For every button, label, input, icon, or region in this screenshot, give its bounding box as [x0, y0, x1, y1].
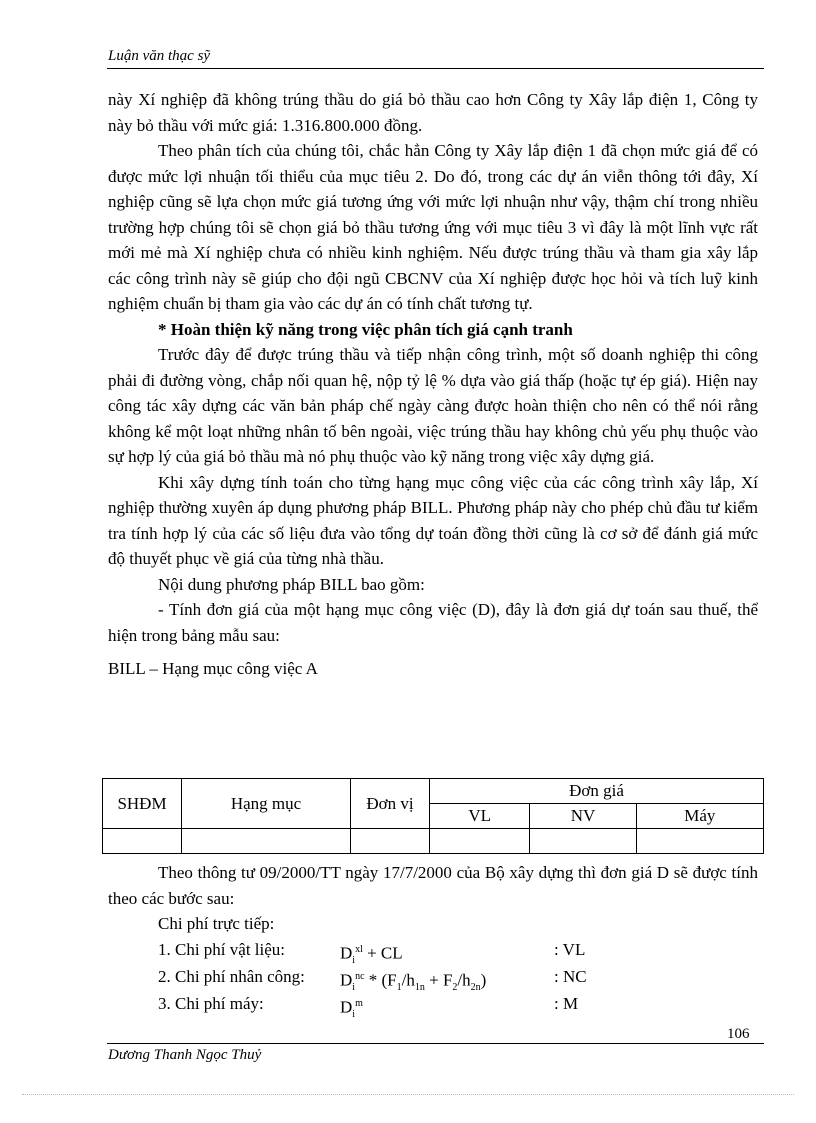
running-footer: Dương Thanh Ngọc Thuỷ [108, 1047, 262, 1063]
cost-item-label: 1. Chi phí vật liệu: [158, 939, 286, 959]
formula-part: 1n [414, 981, 425, 993]
subheader-vl: VL [430, 804, 530, 829]
formula-part: nc [355, 970, 365, 982]
table-cell [530, 829, 636, 854]
table-cell [430, 829, 530, 854]
formula-part: D [340, 997, 353, 1017]
bill-table [102, 778, 764, 854]
paragraph-5: Nội dung phương pháp BILL bao gồm: [158, 574, 425, 594]
formula-part: i [352, 954, 356, 966]
cost-item-3 [108, 991, 758, 1018]
cost-item-label: 3. Chi phí máy: [158, 993, 264, 1013]
formula-part: /h [457, 970, 471, 990]
after-table-text [108, 860, 758, 1018]
header-rule [107, 68, 764, 69]
formula-part: + F [424, 970, 453, 990]
table-cell [182, 829, 351, 854]
header-don-gia: Đơn giá [430, 779, 764, 804]
page-number: 106 [727, 1026, 750, 1042]
footer-rule [107, 1043, 764, 1044]
header-shdm: SHĐM [103, 779, 182, 829]
formula-part: 1 [396, 981, 402, 993]
formula-part: 2 [452, 981, 458, 993]
formula-part: m [355, 997, 363, 1009]
table-cell [636, 829, 763, 854]
cost-item-code: : NC [554, 966, 587, 986]
formula-part: /h [401, 970, 415, 990]
header-hang-muc: Hạng mục [182, 779, 351, 829]
running-header: Luận văn thạc sỹ [108, 48, 211, 64]
paragraph-8: Chi phí trực tiếp: [158, 914, 275, 933]
cost-item-code: : VL [554, 939, 586, 959]
cost-item-2 [108, 964, 758, 991]
formula-part: i [352, 981, 356, 993]
formula-part: xl [355, 943, 363, 955]
paragraph-1: này Xí nghiệp đã không trúng thầu do giá bỏ thầu cao hơn Công ty Xây lắp điện 1, Công ty này bỏ thầu với mức giá: 1.316.800.000 đồng. [108, 90, 758, 135]
paragraph-3: Trước đây để được trúng thầu và tiếp nhận công trình, một số doanh nghiệp thi công phải đi đường vòng, chắp nối quan hệ, nộp tỷ lệ % dựa vào giá thấp (hoặc tự ép giá). Hiện nay công tác xây dựng các văn bản pháp chế ngày càng được hoàn thiện cho nên có thể nói rằng không kể một loạt những nhân tố bên ngoài, việc trúng thầu hay không chủ yếu phụ thuộc vào sự hợp lý của giá bỏ thầu mà nó phụ thuộc vào kỹ năng trong việc xây dựng giá. [108, 345, 758, 466]
formula-part: D [340, 970, 353, 990]
cost-item-code: : M [554, 993, 579, 1013]
page-edge-divider [22, 1094, 794, 1095]
formula-part: + CL [362, 943, 403, 963]
paragraph-6: - Tính đơn giá của một hạng mục công việc (D), đây là đơn giá dự toán sau thuế, thể hiện trong bảng mẫu sau: [108, 600, 758, 645]
main-text [108, 87, 758, 682]
cost-item-1 [108, 937, 758, 964]
paragraph-4: Khi xây dựng tính toán cho từng hạng mục công việc của các công trình xây lắp, Xí nghiệp thường xuyên áp dụng phương pháp BILL. Phương pháp này cho phép chủ đầu tư kiểm tra tính hợp lý của các số liệu đưa vào tổng dự toán đồng thời cũng là cơ sở để đánh giá mức độ thuyết phục về giá của từng nhà thầu. [108, 472, 758, 568]
header-don-vi: Đơn vị [351, 779, 430, 829]
table-cell [351, 829, 430, 854]
formula-part: D [340, 943, 353, 963]
formula-part: i [352, 1008, 356, 1020]
paragraph-7: Theo thông tư 09/2000/TT ngày 17/7/2000 của Bộ xây dựng thì đơn giá D sẽ được tính theo các bước sau: [108, 863, 758, 908]
table-header-row [103, 779, 764, 804]
paragraph-2: Theo phân tích của chúng tôi, chắc hẳn Công ty Xây lắp điện 1 đã chọn mức giá để có được mức lợi nhuận tối thiểu của mục tiêu 2. Do đó, trong các dự án viễn thông tới đây, Xí nghiệp cũng sẽ lựa chọn mức giá tương ứng với mức lợi nhuận như vậy, thậm chí trong nhiều trường hợp chúng tôi sẽ chọn giá bỏ thầu tương ứng với mục tiêu 3 vì đây là một lĩnh vực rất mới mẻ mà Xí nghiệp chưa có nhiều kinh nghiệm. Nếu được trúng thầu và tham gia xây lắp các công trình này sẽ giúp cho đội ngũ CBCNV của Xí nghiệp được học hỏi và tích luỹ kinh nghiệm chuẩn bị tham gia vào các dự án có tính chất tương tự. [108, 141, 758, 313]
cost-formula-3 [340, 991, 363, 1028]
subheader-may: Máy [636, 804, 763, 829]
cost-item-label: 2. Chi phí nhân công: [158, 966, 305, 986]
table-row [103, 829, 764, 854]
table-cell [103, 829, 182, 854]
subheader-nv: NV [530, 804, 636, 829]
section-heading: * Hoàn thiện kỹ năng trong việc phân tích giá cạnh tranh [158, 319, 573, 339]
formula-part: ) [480, 970, 487, 990]
formula-part: * (F [364, 970, 397, 990]
table-caption: BILL – Hạng mục công việc A [108, 659, 318, 678]
formula-part: 2n [470, 981, 481, 993]
